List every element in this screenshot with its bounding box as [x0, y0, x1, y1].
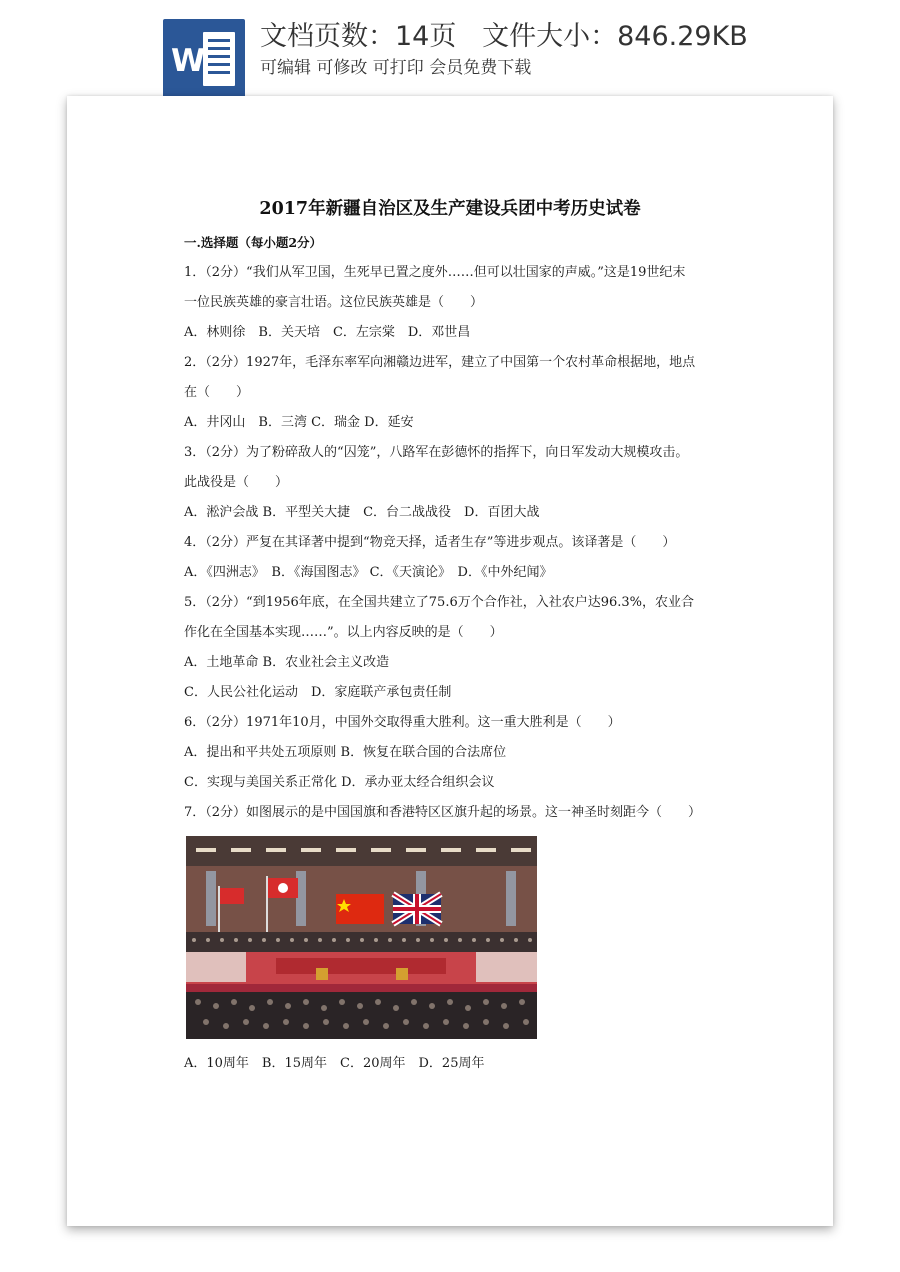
- question-line: 6．（2分）1971年10月，中国外交取得重大胜利。这一重大胜利是（ ）: [184, 715, 621, 730]
- question-line: 3．（2分）为了粉碎敌人的“囚笼”，八路军在彭德怀的指挥下，向日军发动大规模攻击。: [184, 445, 689, 460]
- exam-title: 2017年新疆自治区及生产建设兵团中考历史试卷: [259, 199, 641, 219]
- answer-options: A．提出和平共处五项原则 B．恢复在联合国的合法席位: [184, 745, 507, 760]
- question-line: 在（ ）: [184, 385, 250, 400]
- answer-options: A．土地革命 B．农业社会主义改造: [184, 655, 390, 670]
- question-line: 7．（2分）如图展示的是中国国旗和香港特区区旗升起的场景。这一神圣时刻距今（ ）: [184, 805, 702, 820]
- document-page: [67, 96, 833, 1226]
- answer-options: A．井冈山 B．三湾 C．瑞金 D．延安: [184, 415, 414, 430]
- answer-options: A．10周年 B．15周年 C．20周年 D．25周年: [184, 1056, 485, 1071]
- download-banner: [0, 0, 900, 100]
- word-document-icon: [163, 19, 245, 99]
- answer-options: A．淞沪会战 B．平型关大捷 C．台二战战役 D．百团大战: [184, 505, 540, 520]
- question-line: 一位民族英雄的豪言壮语。这位民族英雄是（ ）: [184, 295, 484, 310]
- word-letter-icon: W: [171, 43, 205, 79]
- hall-ceremony-image: [186, 836, 537, 1039]
- section-heading: 一.选择题（每小题2分）: [184, 235, 323, 250]
- question-line: 此战役是（ ）: [184, 475, 289, 490]
- ceremony-photo: [186, 836, 537, 1039]
- document-info-text: 文档页数：14页 文件大小：846.29KB: [260, 21, 748, 52]
- question-line: 1．（2分）“我们从军卫国，生死早已置之度外……但可以壮国家的声威。”这是19世纪末: [184, 265, 686, 280]
- question-line: 5．（2分）“到1956年底，在全国共建立了75.6万个合作社，入社农户达96.3%，农业合: [184, 595, 695, 610]
- question-line: 作化在全国基本实现……”。以上内容反映的是（ ）: [184, 625, 503, 640]
- answer-options: A．林则徐 B．关天培 C．左宗棠 D．邓世昌: [184, 325, 471, 340]
- answer-options: A．《四洲志》 B．《海国图志》 C．《天演论》 D．《中外纪闻》: [184, 565, 553, 580]
- answer-options: C．人民公社化运动 D．家庭联产承包责任制: [184, 685, 452, 700]
- question-line: 2．（2分）1927年，毛泽东率军向湘赣边进军，建立了中国第一个农村革命根据地，地点: [184, 355, 696, 370]
- answer-options: C．实现与美国关系正常化 D．承办亚太经合组织会议: [184, 775, 495, 790]
- question-line: 4．（2分）严复在其译著中提到“物竞天择，适者生存”等进步观点。该译著是（ ）: [184, 535, 676, 550]
- document-features-text: 可编辑 可修改 可打印 会员免费下载: [260, 58, 532, 78]
